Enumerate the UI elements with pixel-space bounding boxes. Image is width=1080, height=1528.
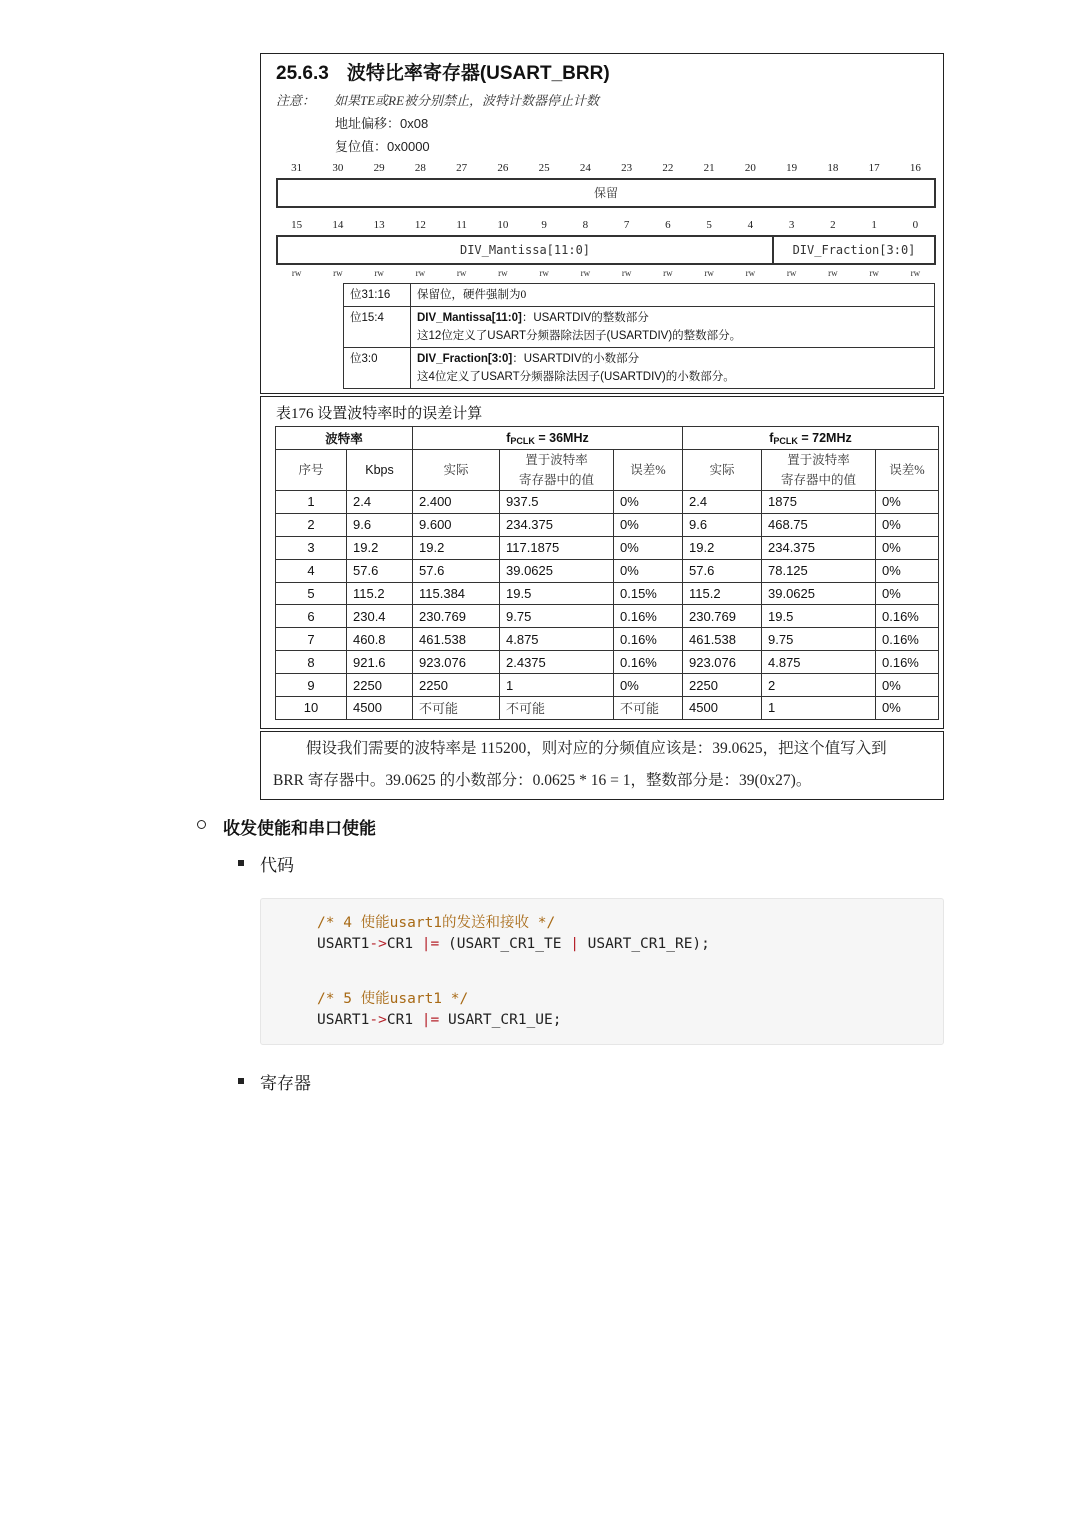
table-cell: 2250 (413, 674, 500, 697)
table-cell: 230.769 (683, 605, 762, 628)
table-cell: 57.6 (413, 559, 500, 582)
table-cell: 57.6 (683, 559, 762, 582)
access-type: rw (786, 268, 797, 278)
reset-value: 复位值：0x0000 (335, 139, 430, 154)
bit-number: 3 (788, 219, 795, 231)
bit-number: 26 (497, 162, 509, 174)
low-bit-numbers (276, 219, 936, 233)
table-cell: 19.2 (347, 536, 413, 559)
field-desc: ：USARTDIV的小数部分 (512, 353, 640, 365)
table-header-row (276, 427, 939, 450)
table-cell: 1 (762, 697, 876, 720)
explanation-box (260, 731, 944, 800)
table-cell: 0% (876, 513, 939, 536)
header-baud: 波特率 (276, 427, 413, 450)
subheader-kbps: Kbps (347, 450, 413, 491)
address-offset: 地址偏移：0x08 (335, 116, 429, 131)
field-name: DIV_Mantissa[11:0] (417, 312, 522, 324)
table-cell: 78.125 (762, 559, 876, 582)
code-line-3 (317, 987, 468, 1008)
table-cell: 57.6 (347, 559, 413, 582)
baud-error-table (275, 426, 939, 720)
table-cell: 0% (876, 559, 939, 582)
bit-number: 9 (541, 219, 547, 231)
table-cell: 234.375 (762, 536, 876, 559)
note-label: 注意： (276, 93, 316, 108)
bit-desc-cell (411, 307, 935, 348)
field-detail: 这12位定义了USART分频器除法因子(USARTDIV)的整数部分。 (417, 330, 742, 342)
bit-number: 5 (706, 219, 712, 231)
bit-number: 24 (579, 162, 591, 174)
table-cell: 460.8 (347, 628, 413, 651)
register-low-half (276, 235, 936, 265)
table-cell: 0% (876, 536, 939, 559)
explanation-line-2: BRR 寄存器中。39.0625 的小数部分：0.0625 * 16 = 1，整数部分是：39(0x27)。 (273, 772, 812, 789)
bit-desc-cell (411, 348, 935, 389)
bit-description-table (343, 283, 935, 389)
access-type: rw (333, 268, 343, 278)
bit-number: 29 (373, 162, 385, 174)
bit-number: 1 (871, 219, 877, 231)
bit-desc-row (344, 284, 935, 307)
access-type: rw (910, 268, 921, 278)
table-row (276, 491, 939, 514)
subheader-reg-36: 置于波特率 寄存器中的值 (500, 450, 614, 491)
table-cell: 5 (276, 582, 347, 605)
access-type: rw (828, 268, 838, 278)
access-type: rw (580, 268, 591, 278)
bit-number: 11 (456, 219, 467, 231)
table-cell: 3 (276, 536, 347, 559)
table-row (276, 559, 939, 582)
access-type: rw (291, 268, 302, 278)
code-line-2: USART1->CR1 |= (USART_CR1_TE | USART_CR1_RE); (317, 936, 710, 952)
bit-number: 6 (665, 219, 671, 231)
table-cell: 2.400 (413, 491, 500, 514)
table-cell: 4500 (683, 697, 762, 720)
reserved-field: 保留 (593, 186, 618, 200)
table-cell: 4500 (347, 697, 413, 720)
table-cell: 9.600 (413, 513, 500, 536)
table-cell: 230.4 (347, 605, 413, 628)
table-cell: 9.6 (347, 513, 413, 536)
section-title: 波特比率寄存器(USART_BRR) (346, 63, 610, 84)
table-cell: 2 (276, 513, 347, 536)
table-cell: 0.16% (614, 651, 683, 674)
access-type: rw (704, 268, 714, 278)
table-cell: 461.538 (683, 628, 762, 651)
table-cell: 9.75 (500, 605, 614, 628)
square-bullet-icon (238, 860, 244, 866)
table-cell: 0% (614, 491, 683, 514)
table-cell: 0.16% (614, 605, 683, 628)
subheader-actual-72: 实际 (683, 450, 762, 491)
table-cell: 4.875 (500, 628, 614, 651)
bit-number: 10 (497, 219, 509, 231)
table-row (276, 651, 939, 674)
bit-position: 位3:0 (344, 348, 411, 389)
bit-number: 17 (868, 162, 880, 174)
table-row (276, 536, 939, 559)
table-cell: 8 (276, 651, 347, 674)
access-type: rw (745, 268, 756, 278)
table-cell: 不可能 (413, 697, 500, 720)
table-cell: 19.2 (683, 536, 762, 559)
table-cell: 115.2 (683, 582, 762, 605)
bit-number: 0 (912, 219, 919, 231)
access-type-row (276, 268, 936, 280)
bit-position: 位15:4 (344, 307, 411, 348)
table-cell: 937.5 (500, 491, 614, 514)
access-type: rw (663, 268, 673, 278)
table-cell: 2.4 (683, 491, 762, 514)
table-cell: 0% (614, 674, 683, 697)
access-type: rw (869, 268, 879, 278)
bit-number: 4 (747, 219, 754, 231)
circle-bullet-icon (197, 820, 206, 829)
table-cell: 4 (276, 559, 347, 582)
explanation-line-1: 假设我们需要的波特率是 115200，则对应的分频值应该是：39.0625，把这个值写入到 (306, 740, 887, 757)
table-cell: 2.4 (347, 491, 413, 514)
table-cell: 2.4375 (500, 651, 614, 674)
bit-number: 2 (830, 219, 836, 231)
table-row (276, 582, 939, 605)
field-name: DIV_Fraction[3:0] (417, 353, 513, 365)
bit-desc-row (344, 307, 935, 348)
bit-number: 19 (786, 162, 798, 174)
bit-position: 位31:16 (344, 284, 411, 307)
table-cell: 6 (276, 605, 347, 628)
bit-number: 21 (703, 162, 715, 174)
register-figure (260, 53, 944, 394)
table-cell: 10 (276, 697, 347, 720)
table-cell: 468.75 (762, 513, 876, 536)
mantissa-field: DIV_Mantissa[11:0] (278, 237, 774, 263)
bit-number: 14 (332, 219, 344, 231)
table-cell: 9 (276, 674, 347, 697)
table-cell: 0.16% (876, 628, 939, 651)
table-row (276, 513, 939, 536)
note-text: 如果TE或RE被分别禁止，波特计数器停止计数 (334, 93, 600, 108)
bit-number: 28 (414, 162, 426, 174)
error-table-figure (260, 396, 944, 729)
table-row (276, 697, 939, 720)
access-type: rw (415, 268, 426, 278)
subheader-index: 序号 (276, 450, 347, 491)
access-type: rw (374, 268, 384, 278)
bit-number: 16 (909, 162, 921, 174)
bit-desc-row (344, 348, 935, 389)
table-cell: 0% (614, 536, 683, 559)
table-cell: 0.15% (614, 582, 683, 605)
section-number: 25.6.3 (276, 63, 329, 84)
table-cell: 234.375 (500, 513, 614, 536)
bit-number: 20 (744, 162, 756, 174)
table-cell: 0% (876, 491, 939, 514)
table-cell: 0.16% (876, 605, 939, 628)
table-cell: 9.75 (762, 628, 876, 651)
code-block[interactable] (260, 898, 944, 1045)
access-type: rw (498, 268, 508, 278)
table-body (276, 491, 939, 720)
table-subheader-row (276, 450, 939, 491)
access-type: rw (539, 268, 549, 278)
table-cell: 4.875 (762, 651, 876, 674)
bit-number: 22 (662, 162, 674, 174)
table-row (276, 674, 939, 697)
subheader-err-36: 误差% (614, 450, 683, 491)
square-bullet-icon (238, 1078, 244, 1084)
table-cell: 2250 (683, 674, 762, 697)
bit-number: 27 (456, 162, 468, 174)
table-cell: 0.16% (876, 651, 939, 674)
bit-number: 23 (621, 162, 633, 174)
table-cell: 9.6 (683, 513, 762, 536)
table-cell: 0% (614, 559, 683, 582)
table-cell: 1 (276, 491, 347, 514)
bit-number: 7 (623, 219, 630, 231)
table-row (276, 628, 939, 651)
list-item-enable: 收发使能和串口使能 (223, 819, 376, 838)
table-cell: 115.2 (347, 582, 413, 605)
table-cell: 0% (876, 674, 939, 697)
bit-number: 25 (538, 162, 550, 174)
header-36mhz: $f_{PCLK} = 36MHz$ (413, 427, 683, 450)
table-cell: 923.076 (683, 651, 762, 674)
subheader-reg-72: 置于波特率 寄存器中的值 (762, 450, 876, 491)
code-comment: /* 4 使能usart1的发送和接收 */ (317, 915, 556, 931)
table-cell: 0% (876, 697, 939, 720)
table-cell: 39.0625 (762, 582, 876, 605)
table-cell: 不可能 (614, 697, 683, 720)
access-type: rw (456, 268, 467, 278)
table-cell: 19.2 (413, 536, 500, 559)
field-desc: ：USARTDIV的整数部分 (521, 312, 649, 324)
bit-number: 13 (373, 219, 385, 231)
bit-number: 31 (291, 162, 303, 174)
table-cell: 923.076 (413, 651, 500, 674)
bit-number: 8 (582, 219, 589, 231)
table-cell: 不可能 (500, 697, 614, 720)
bit-number: 15 (291, 219, 303, 231)
header-72mhz: $f_{PCLK} = 72MHz$ (683, 427, 939, 450)
bit-number: 30 (332, 162, 344, 174)
table-cell: 117.1875 (500, 536, 614, 559)
table-cell: 1 (500, 674, 614, 697)
table-cell: 921.6 (347, 651, 413, 674)
table-cell: 39.0625 (500, 559, 614, 582)
list-item-register: 寄存器 (260, 1074, 311, 1093)
table-cell: 115.384 (413, 582, 500, 605)
register-high-half (276, 178, 936, 208)
fraction-field: DIV_Fraction[3:0] (792, 243, 916, 257)
high-bit-numbers (276, 162, 936, 176)
subheader-err-72: 误差% (876, 450, 939, 491)
bit-desc: 保留位，硬件强制为0 (411, 284, 935, 307)
table-row (276, 605, 939, 628)
list-item-code: 代码 (260, 856, 294, 875)
table-caption: 表176 设置波特率时的误差计算 (276, 406, 483, 422)
table-cell: 19.5 (762, 605, 876, 628)
table-cell: 1875 (762, 491, 876, 514)
table-cell: 0% (876, 582, 939, 605)
register-note (276, 90, 599, 109)
table-cell: 0.16% (614, 628, 683, 651)
bit-number: 12 (414, 219, 426, 231)
table-cell: 2250 (347, 674, 413, 697)
table-cell: 19.5 (500, 582, 614, 605)
access-type: rw (621, 268, 632, 278)
table-cell: 7 (276, 628, 347, 651)
field-detail: 这4位定义了USART分频器除法因子(USARTDIV)的小数部分。 (417, 371, 735, 383)
subheader-actual-36: 实际 (413, 450, 500, 491)
table-cell: 230.769 (413, 605, 500, 628)
table-cell: 461.538 (413, 628, 500, 651)
code-line-4: USART1->CR1 |= USART_CR1_UE; (317, 1012, 562, 1028)
table-cell: 0% (614, 513, 683, 536)
table-cell: 2 (762, 674, 876, 697)
bit-number: 18 (827, 162, 839, 174)
code-line-1 (317, 911, 555, 932)
code-comment: /* 5 使能usart1 */ (317, 991, 469, 1007)
register-section-title (276, 58, 610, 85)
